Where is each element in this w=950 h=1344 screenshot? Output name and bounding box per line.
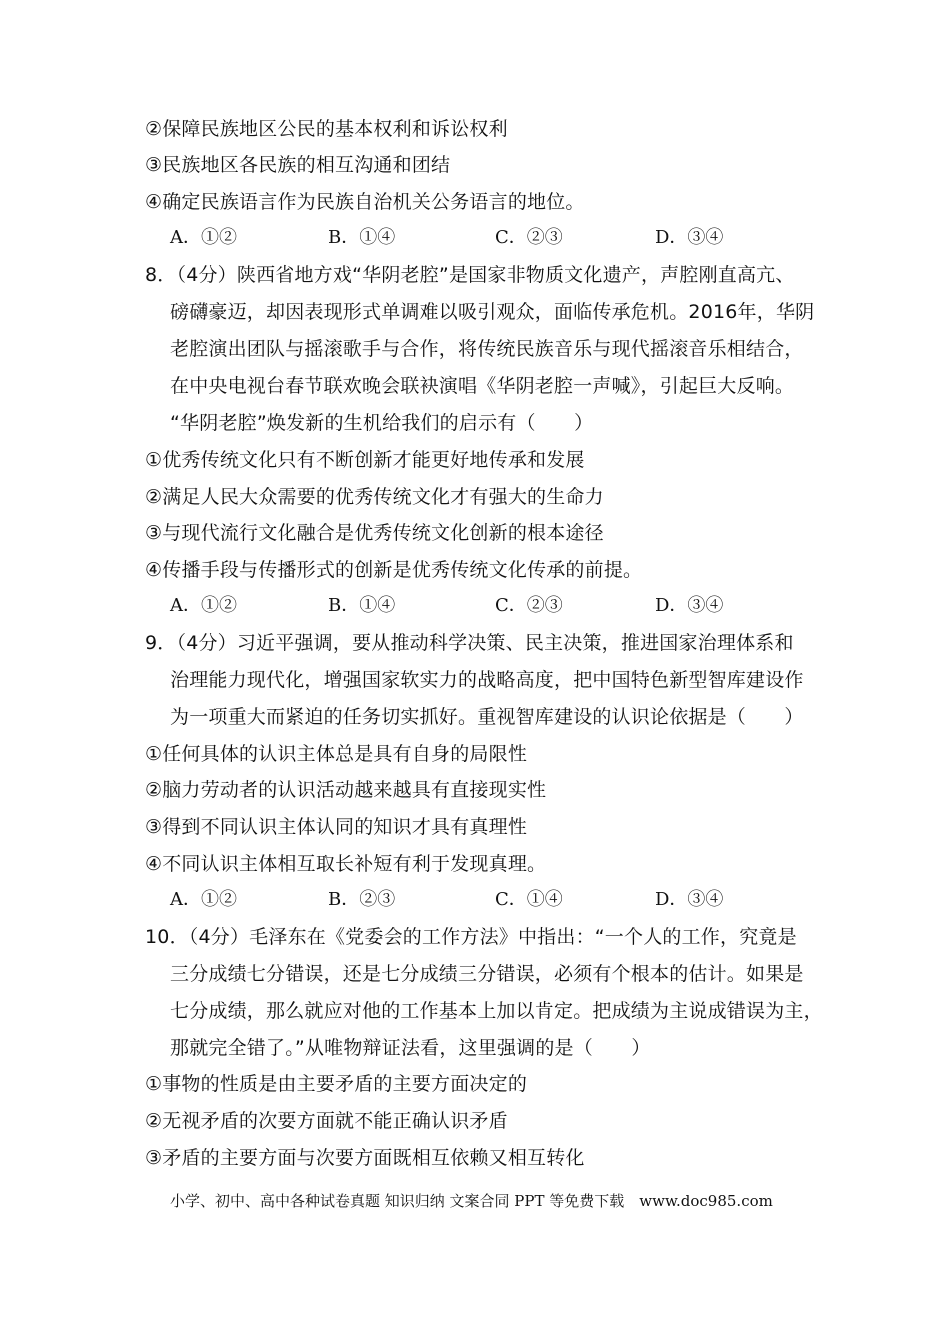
q10-stem-line-2: 三分成绩七分错误，还是七分成绩三分错误，必须有个根本的估计。如果是 — [170, 963, 804, 985]
q9-choice-b: B．②③ — [328, 889, 396, 910]
q7-option-4: ④确定民族语言作为民族自治机关公务语言的地位。 — [145, 191, 585, 213]
q8-option-4: ④传播手段与传播形式的创新是优秀传统文化传承的前提。 — [145, 559, 643, 581]
q10-option-3: ③矛盾的主要方面与次要方面既相互依赖又相互转化 — [145, 1147, 585, 1169]
q8-choice-c: C．②③ — [495, 595, 563, 616]
q7-option-2: ②保障民族地区公民的基本权利和诉讼权利 — [145, 118, 508, 140]
q7-choice-a: A．①② — [170, 227, 237, 248]
q9-choice-a: A．①② — [170, 889, 237, 910]
q8-stem-line-4: 在中央电视台春节联欢晚会联袂演唱《华阴老腔一声喊》，引起巨大反响。 — [170, 375, 795, 397]
q10-stem-line-1: 10．（4分）毛泽东在《党委会的工作方法》中指出：“一个人的工作，究竟是 — [145, 926, 797, 948]
q7-choices — [170, 225, 770, 251]
q9-stem-line-1: 9．（4分）习近平强调，要从推动科学决策、民主决策，推进国家治理体系和 — [145, 632, 794, 654]
q9-stem-line-2: 治理能力现代化，增强国家软实力的战略高度，把中国特色新型智库建设作 — [170, 669, 804, 691]
q7-choice-d: D．③④ — [655, 227, 724, 248]
q10-stem-line-4: 那就完全错了。”从唯物辩证法看，这里强调的是（ ） — [170, 1037, 651, 1059]
q8-choice-d: D．③④ — [655, 595, 724, 616]
q8-option-1: ①优秀传统文化只有不断创新才能更好地传承和发展 — [145, 449, 585, 471]
q9-choice-d: D．③④ — [655, 889, 724, 910]
q8-choice-a: A．①② — [170, 595, 237, 616]
q10-option-1: ①事物的性质是由主要矛盾的主要方面决定的 — [145, 1073, 528, 1095]
q8-choices — [170, 593, 770, 619]
q7-choice-c: C．②③ — [495, 227, 563, 248]
q8-stem-line-3: 老腔演出团队与摇滚歌手与合作，将传统民族音乐与现代摇滚音乐相结合， — [170, 338, 804, 360]
q8-stem-line-1: 8．（4分）陕西省地方戏“华阴老腔”是国家非物质文化遗产，声腔刚直高亢、 — [145, 264, 795, 286]
q10-stem-line-3: 七分成绩，那么就应对他的工作基本上加以肯定。把成绩为主说成错误为主， — [170, 1000, 823, 1022]
q9-option-1: ①任何具体的认识主体总是具有自身的局限性 — [145, 743, 528, 765]
q10-option-2: ②无视矛盾的次要方面就不能正确认识矛盾 — [145, 1110, 508, 1132]
q9-choice-c: C．①④ — [495, 889, 563, 910]
q8-option-2: ②满足人民大众需要的优秀传统文化才有强大的生命力 — [145, 486, 604, 508]
q9-option-4: ④不同认识主体相互取长补短有利于发现真理。 — [145, 853, 547, 875]
q9-stem-line-3: 为一项重大而紧迫的任务切实抓好。重视智库建设的认识论依据是（ ） — [170, 706, 804, 728]
q9-choices — [170, 887, 770, 913]
q8-stem-line-5: “华阴老腔”焕发新的生机给我们的启示有（ ） — [170, 412, 594, 434]
q9-option-3: ③得到不同认识主体认同的知识才具有真理性 — [145, 816, 528, 838]
q8-option-3: ③与现代流行文化融合是优秀传统文化创新的根本途径 — [145, 522, 604, 544]
page-footer: 小学、初中、高中各种试卷真题 知识归纳 文案合同 PPT 等免费下载 www.doc985.com — [170, 1192, 773, 1210]
q9-option-2: ②脑力劳动者的认识活动越来越具有直接现实性 — [145, 779, 547, 801]
q7-option-3: ③民族地区各民族的相互沟通和团结 — [145, 154, 451, 176]
q8-choice-b: B．①④ — [328, 595, 396, 616]
q7-choice-b: B．①④ — [328, 227, 396, 248]
q8-stem-line-2: 磅礴豪迈，却因表现形式单调难以吸引观众，面临传承危机。2016年，华阴 — [170, 301, 815, 323]
